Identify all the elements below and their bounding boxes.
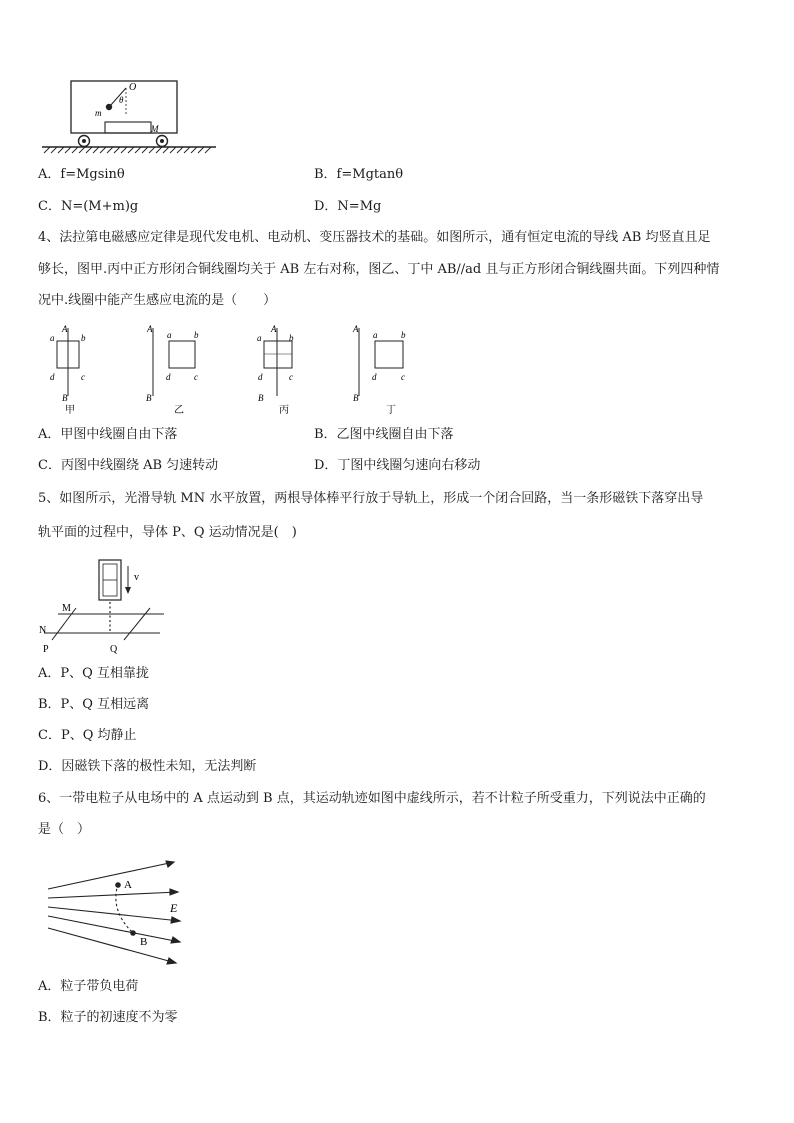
label-M: M: [151, 124, 159, 134]
label-c: c: [401, 372, 405, 382]
field-arrow-3: [171, 917, 180, 923]
q5-option-d: D．因磁铁下落的极性未知，无法判断: [38, 759, 257, 774]
q4-option-c: C．丙图中线圈绕 AB 匀速转动: [38, 458, 219, 473]
field-arrow-1: [166, 861, 174, 867]
label-P: P: [43, 644, 49, 654]
q4-stem-line-3: 况中.线圈中能产生感应电流的是（ ）: [38, 293, 277, 308]
label-A: A: [62, 324, 68, 334]
pendulum-string: [110, 88, 126, 106]
label-A: A: [353, 324, 359, 334]
q3-option-a: A．f=Mgsinθ: [38, 167, 125, 182]
label-B: B: [258, 393, 264, 403]
label-b: b: [194, 330, 199, 340]
label-d: d: [50, 372, 55, 382]
label-b: b: [289, 333, 294, 343]
q6-stem-line-1: 6、一带电粒子从电场中的 A 点运动到 B 点，其运动轨迹如图中虚线所示，若不计粒子所受重力，下列说法中正确的: [38, 791, 706, 806]
ground-hatch: [44, 147, 211, 153]
label-b: b: [401, 330, 406, 340]
field-arrow-2: [170, 889, 178, 895]
label-d: d: [258, 372, 263, 382]
cart-body: [71, 81, 177, 133]
label-a: a: [50, 333, 55, 343]
field-line-3: [48, 907, 180, 921]
magnet-rails-figure: [38, 558, 170, 654]
q4-stem-line-1: 4、法拉第电磁感应定律是现代发电机、电动机、变压器技术的基础。如图所示，通有恒定电流的导线 AB 均竖直且足: [38, 230, 711, 245]
point-A: [115, 882, 121, 888]
q6-option-a: A．粒子带负电荷: [38, 979, 139, 994]
coil-square: [264, 341, 292, 368]
label-d: d: [372, 372, 377, 382]
q6-stem-line-2: 是（ ）: [38, 822, 91, 837]
trajectory-path: [116, 884, 132, 932]
block-M: [105, 122, 151, 133]
field-line-5: [48, 928, 176, 963]
field-arrow-4: [171, 937, 180, 943]
label-v: v: [134, 572, 139, 583]
q5-option-b: B．P、Q 互相远离: [38, 697, 150, 712]
label-B: B: [62, 393, 68, 403]
label-a: a: [373, 330, 378, 340]
figure-caption: 丙: [279, 405, 289, 416]
label-A: A: [124, 879, 132, 891]
q4-option-b: B．乙图中线圈自由下落: [314, 427, 454, 442]
label-N: N: [39, 625, 47, 636]
label-A: A: [147, 324, 153, 334]
q4-stem-line-2: 够长，图甲.丙中正方形闭合铜线圈均关于 AB 左右对称，图乙、丁中 AB//ad 且与正方形闭合铜线圈共面。下列四种情: [38, 262, 720, 277]
q3-option-b: B．f=Mgtanθ: [314, 167, 404, 182]
coil-square: [169, 341, 195, 368]
label-c: c: [81, 372, 85, 382]
q3-option-c: C．N=(M+m)g: [38, 199, 139, 214]
electric-field-figure: [38, 852, 190, 970]
q4-figure-ding: [350, 322, 416, 416]
q3-option-d: D．N=Mg: [314, 199, 382, 214]
label-E: E: [170, 901, 178, 915]
q4-figure-jia: [48, 322, 98, 416]
wheel-right-hub: [160, 139, 164, 143]
point-B: [130, 930, 136, 936]
q5-option-c: C．P、Q 均静止: [38, 728, 137, 743]
label-c: c: [289, 372, 293, 382]
label-theta: θ: [119, 95, 124, 105]
q4-figure-yi: [144, 322, 210, 416]
label-M: M: [62, 603, 71, 614]
label-a: a: [167, 330, 172, 340]
label-Q: Q: [110, 644, 118, 654]
figure-caption: 丁: [386, 405, 396, 416]
q6-option-b: B．粒子的初速度不为零: [38, 1010, 178, 1025]
q5-stem-line-1: 5、如图所示，光滑导轨 MN 水平放置，两根导体棒平行放于导轨上，形成一个闭合回路，当一条形磁铁下落穿出导: [38, 491, 704, 506]
wheel-left-hub: [82, 139, 86, 143]
label-c: c: [194, 372, 198, 382]
label-B: B: [140, 936, 148, 948]
field-line-1: [48, 862, 174, 889]
q4-figure-bing: [254, 322, 304, 416]
figure-caption: 乙: [174, 405, 184, 416]
coil-square: [375, 341, 403, 368]
q5-option-a: A．P、Q 互相靠拢: [38, 666, 149, 681]
field-arrow-5: [167, 958, 176, 964]
label-B: B: [146, 393, 152, 403]
label-A: A: [271, 324, 277, 334]
q5-stem-line-2: 轨平面的过程中，导体 P、Q 运动情况是( ): [38, 525, 297, 540]
cart-pendulum-figure: [38, 76, 228, 158]
q4-option-a: A．甲图中线圈自由下落: [38, 427, 178, 442]
velocity-arrow-head: [125, 587, 131, 594]
label-a: a: [257, 333, 262, 343]
q4-option-d: D．丁图中线圈匀速向右移动: [314, 458, 481, 473]
label-d: d: [166, 372, 171, 382]
label-b: b: [81, 333, 86, 343]
label-m: m: [95, 108, 102, 118]
figure-caption: 甲: [65, 405, 75, 416]
pendulum-bob: [106, 104, 112, 110]
field-line-4: [48, 916, 180, 942]
field-line-2: [48, 892, 178, 898]
label-O: O: [129, 82, 137, 93]
label-B: B: [353, 393, 359, 403]
conductor-Q: [124, 608, 150, 640]
